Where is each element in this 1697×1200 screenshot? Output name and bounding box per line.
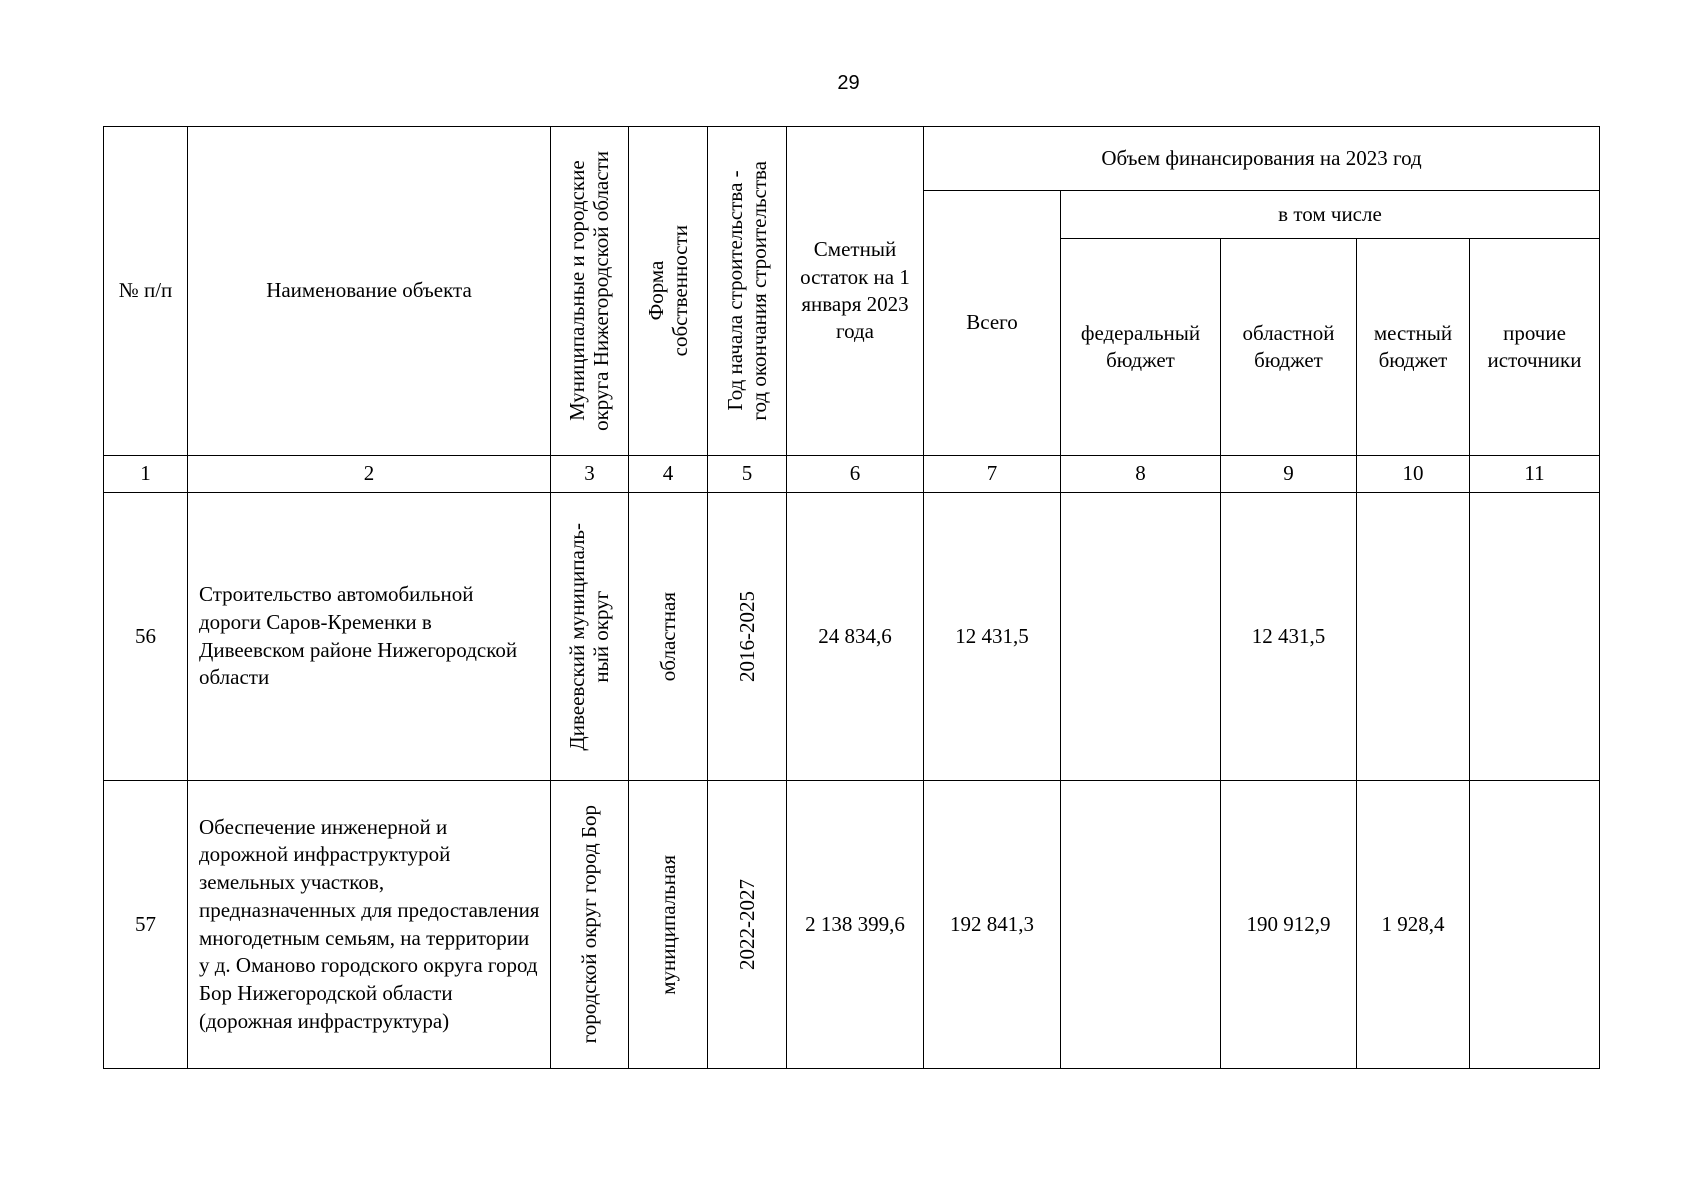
column-number: 11 — [1470, 456, 1600, 493]
header-estimated-balance — [787, 127, 924, 456]
construction-funding-table — [103, 126, 1600, 1069]
years-label: 2016-2025 — [734, 591, 759, 682]
district-line1: городской округ город Бор — [577, 805, 602, 1044]
header-row-top — [104, 127, 1600, 191]
estimated-balance: 2 138 399,6 — [787, 781, 924, 1069]
header-regional — [1221, 239, 1357, 456]
column-number: 8 — [1061, 456, 1221, 493]
column-number-row — [104, 456, 1600, 493]
district-label — [565, 523, 613, 751]
header-regional-label: областной бюджет — [1242, 320, 1335, 372]
header-estimated-balance-label: Сметный остаток на 1 января 2023 года — [800, 237, 910, 344]
column-number: 7 — [924, 456, 1061, 493]
header-district — [551, 127, 629, 456]
other-funding — [1470, 493, 1600, 781]
header-total-label: Всего — [966, 310, 1018, 335]
district-line1: Дивеевский муниципаль- — [565, 522, 590, 751]
header-number-label: № п/п — [118, 278, 173, 303]
object-name: Строительство автомобильной дороги Саров-Кременки в Дивеевском районе Нижегородской области — [188, 493, 551, 781]
header-funding-group-label: Объем финансирования на 2023 год — [1101, 145, 1422, 170]
column-number: 5 — [708, 456, 787, 493]
regional-funding: 190 912,9 — [1221, 781, 1357, 1069]
local-funding — [1357, 493, 1470, 781]
header-local — [1357, 239, 1470, 456]
header-local-label: местный бюджет — [1373, 320, 1453, 372]
header-years — [708, 127, 787, 456]
header-years-line2: год окончания строительства — [747, 161, 771, 421]
header-district-label — [565, 151, 613, 431]
column-number: 9 — [1221, 456, 1357, 493]
header-ownership — [629, 127, 708, 456]
header-federal — [1061, 239, 1221, 456]
header-ownership-line1: Форма — [643, 261, 668, 321]
district-cell — [551, 781, 629, 1069]
district-cell — [551, 493, 629, 781]
total-funding: 192 841,3 — [924, 781, 1061, 1069]
page-number: 29 — [837, 72, 860, 94]
header-years-line1: Год начала строительства - — [722, 170, 747, 412]
table-row — [104, 781, 1600, 1069]
column-number: 2 — [188, 456, 551, 493]
header-district-line2: округа Нижегородской области — [589, 151, 614, 431]
column-number: 6 — [787, 456, 924, 493]
estimated-balance: 24 834,6 — [787, 493, 924, 781]
header-other-label: прочие источники — [1487, 320, 1582, 372]
header-years-label — [723, 161, 771, 421]
other-funding — [1470, 781, 1600, 1069]
header-including — [1061, 191, 1600, 239]
header-number — [104, 127, 188, 456]
column-number: 10 — [1357, 456, 1470, 493]
ownership-cell — [629, 781, 708, 1069]
column-number: 1 — [104, 456, 188, 493]
header-federal-label: федеральный бюджет — [1080, 320, 1201, 372]
years-label: 2022-2027 — [734, 879, 759, 970]
regional-funding: 12 431,5 — [1221, 493, 1357, 781]
ownership-cell — [629, 493, 708, 781]
district-label — [577, 805, 601, 1043]
years-cell — [708, 781, 787, 1069]
header-object-name-label: Наименование объекта — [266, 278, 472, 303]
header-object-name — [188, 127, 551, 456]
years-cell — [708, 493, 787, 781]
object-name: Обеспечение инженерной и дорожной инфраструктурой земельных участков, предназначенных для предоставления многодетным семьям, на территории у д. Оманово городского округа город Бор Нижегородской области (дорожная инфраструктура) — [188, 781, 551, 1069]
total-funding: 12 431,5 — [924, 493, 1061, 781]
table-row — [104, 493, 1600, 781]
header-other — [1470, 239, 1600, 456]
header-including-label: в том числе — [1278, 201, 1382, 226]
column-number: 4 — [629, 456, 708, 493]
column-number: 3 — [551, 456, 629, 493]
federal-funding — [1061, 493, 1221, 781]
header-ownership-line2: собственности — [668, 225, 692, 357]
row-number: 56 — [104, 493, 188, 781]
local-funding: 1 928,4 — [1357, 781, 1470, 1069]
district-line2: ный округ — [589, 590, 614, 683]
header-total — [924, 191, 1061, 456]
header-funding-group — [924, 127, 1600, 191]
header-ownership-label — [644, 225, 692, 356]
ownership-label: областная — [655, 591, 680, 682]
header-district-line1: Муниципальные и городские — [565, 160, 590, 422]
ownership-label: муниципальная — [655, 854, 680, 995]
row-number: 57 — [104, 781, 188, 1069]
federal-funding — [1061, 781, 1221, 1069]
